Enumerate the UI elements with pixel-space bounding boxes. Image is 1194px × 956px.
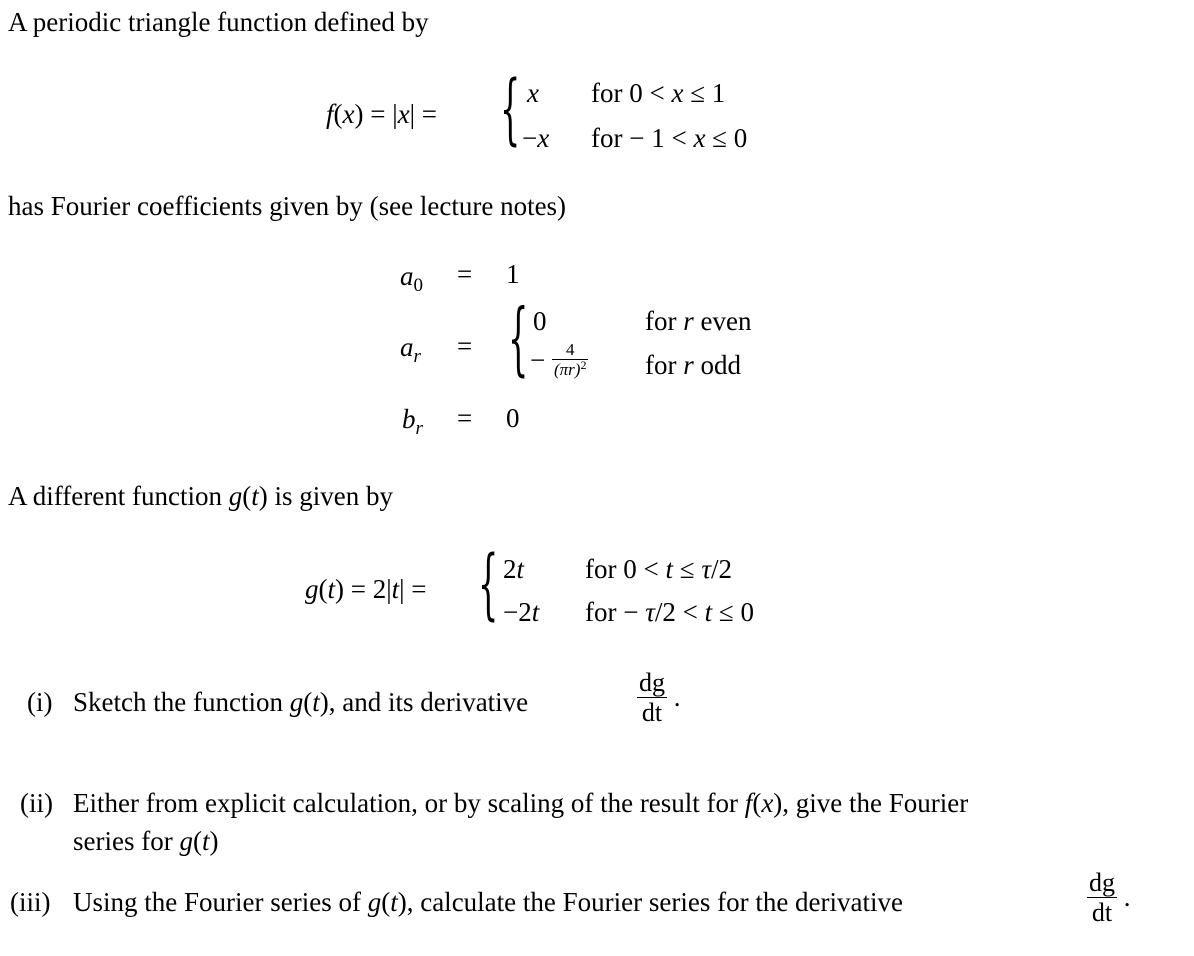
q1-end-period: . <box>673 682 681 712</box>
q2-label: (ii) <box>20 788 53 818</box>
eq-f-fname: f <box>326 99 334 129</box>
q2-line1-prefix: Either from explicit calculation, or by scaling of the result for <box>73 788 739 818</box>
eq-g-case1-coef: 2 <box>503 554 517 584</box>
coeff-br-equals: = <box>457 403 473 433</box>
coeff-ar-case2-den-exp: 2 <box>580 358 587 372</box>
eq-f-lhs: f(x) = |x| = <box>326 99 437 129</box>
eq-g-brace: { <box>478 537 499 629</box>
eq-g-case2-cond-suffix: ≤ 0 <box>718 597 754 627</box>
eq-g-case1-cond-suffix: /2 <box>710 554 732 584</box>
coeff-ar-case2-denominator <box>552 359 588 381</box>
coeff-ar-equals: = <box>457 331 473 361</box>
coeff-a0-value: 1 <box>506 259 520 289</box>
eq-f-case1-cond-suffix: ≤ 1 <box>690 78 726 108</box>
eq-f-case2-cond-suffix: ≤ 0 <box>712 123 748 153</box>
eq-f-case2-var: x <box>537 123 550 153</box>
q1-label: (i) <box>27 687 53 717</box>
g-intro-fname: g <box>228 481 243 511</box>
g-intro-text: A different function g(t) is given by <box>8 481 393 511</box>
coeff-ar-case2-cond-suffix: odd <box>700 350 741 380</box>
coeff-ar-case2-den-base: (πr) <box>553 360 581 379</box>
eq-f-brace: { <box>500 62 521 154</box>
q2-line2-prefix: series for <box>73 826 173 856</box>
coeff-ar-case2-minus: − <box>530 345 546 375</box>
coeff-ar-symbol <box>400 332 421 367</box>
eq-g-case1-var: t <box>516 554 525 584</box>
q2-line1: Either from explicit calculation, or by scaling of the result for f(x), give the Fourier <box>73 788 969 818</box>
eq-f-case1-expr: x <box>527 78 539 108</box>
eq-g-case1-expr <box>503 556 524 583</box>
q2-line1-arg: x <box>761 788 774 818</box>
q3-text-suffix: , calculate the Fourier series for the derivative <box>406 887 904 917</box>
eq-f-abs-var: x <box>397 99 410 129</box>
coeff-br-letter: b <box>402 404 416 434</box>
eq-f-case2-expr <box>522 125 549 152</box>
eq-g-case1-cond-mid: ≤ <box>679 554 695 584</box>
coeff-br-subscript: r <box>415 418 423 439</box>
q3-text-prefix: Using the Fourier series of <box>73 887 361 917</box>
q2-line2: series for g(t) <box>73 826 219 856</box>
q3-label: (iii) <box>10 887 51 917</box>
q1-derivative <box>637 668 681 727</box>
eq-g-case1-cond-prefix: for 0 < <box>585 554 659 584</box>
eq-g-case2-cond-var: t <box>704 597 713 627</box>
q2-line1-fname: f <box>744 788 753 818</box>
intro-text: A periodic triangle function defined by <box>8 7 429 37</box>
eq-g-rhs-coef: 2 <box>372 574 387 604</box>
eq-g-fname: g <box>305 574 319 604</box>
coeff-a0-subscript: 0 <box>413 275 423 296</box>
eq-g-lhs: g(t) = 2|t| = <box>305 574 427 604</box>
q3-arg: t <box>390 887 398 917</box>
q1-text-prefix: Sketch the function <box>73 687 283 717</box>
eq-g-case1-cond <box>585 556 732 583</box>
coeff-ar-case1-value: 0 <box>533 306 547 336</box>
coeff-ar-case2-value <box>530 340 588 381</box>
q1-fname: g <box>289 687 304 717</box>
eq-g-arg: t <box>327 574 336 604</box>
q3-text: Using the Fourier series of g(t), calculate the Fourier series for the derivative <box>73 887 904 917</box>
coeff-ar-case2-fraction <box>552 340 588 381</box>
coeff-br-symbol <box>402 404 423 439</box>
q1-arg: t <box>312 687 320 717</box>
eq-f-case2-minus: − <box>522 123 538 153</box>
eq-f-arg: x <box>342 99 355 129</box>
fourier-intro-text: has Fourier coefficients given by (see lecture notes) <box>8 191 567 221</box>
coeff-ar-case1-cond-prefix: for <box>645 306 677 336</box>
eq-g-case2-cond <box>585 599 754 626</box>
coeff-a0-symbol <box>400 261 423 296</box>
coeff-ar-case1-cond-suffix: even <box>700 306 752 336</box>
coeff-ar-letter: a <box>400 332 414 362</box>
eq-f-case1-cond <box>591 80 725 107</box>
q3-derivative-denominator: dt <box>1087 897 1117 927</box>
q1-text: Sketch the function g(t), and its derivative <box>73 687 529 717</box>
q2-line2-arg: t <box>201 826 210 856</box>
eq-g-case2-var: t <box>531 597 540 627</box>
q2-line1-suffix: , give the Fourier <box>782 788 969 818</box>
g-intro-prefix: A different function <box>8 481 222 511</box>
eq-f-case2-cond-var: x <box>693 123 706 153</box>
q1-derivative-numerator: dg <box>639 668 665 697</box>
q1-text-suffix: , and its derivative <box>328 687 529 717</box>
coeff-ar-subscript: r <box>413 346 421 367</box>
eq-g-case1-cond-tau: τ <box>701 554 711 584</box>
q1-derivative-denominator: dt <box>637 697 667 727</box>
coeff-ar-brace: { <box>508 290 529 386</box>
eq-g-case2-coef: −2 <box>503 597 532 627</box>
coeff-a0-equals: = <box>457 259 473 289</box>
q2-line2-fname: g <box>179 826 193 856</box>
coeff-ar-case2-numerator: 4 <box>565 340 575 359</box>
eq-g-case2-expr <box>503 599 539 626</box>
coeff-ar-case1-cond <box>645 308 751 335</box>
coeff-ar-case2-cond-prefix: for <box>645 350 677 380</box>
q3-end-period: . <box>1123 882 1131 912</box>
eq-f-case1-cond-var: x <box>671 78 684 108</box>
eq-g-case1-cond-var: t <box>665 554 673 584</box>
coeff-a0-letter: a <box>400 261 414 291</box>
g-intro-arg: t <box>251 481 259 511</box>
q3-derivative-fraction <box>1087 868 1117 927</box>
eq-f-case1-cond-prefix: for 0 < <box>591 78 665 108</box>
eq-g-abs-var: t <box>391 574 400 604</box>
eq-g-case2-cond-prefix: for − <box>585 597 639 627</box>
q3-derivative <box>1087 868 1131 927</box>
eq-f-case2-cond <box>591 125 747 152</box>
g-intro-suffix: is given by <box>274 481 393 511</box>
eq-g-case2-cond-tau: τ <box>645 597 655 627</box>
q3-fname: g <box>367 887 382 917</box>
coeff-ar-case2-cond <box>645 352 741 379</box>
coeff-ar-case2-cond-var: r <box>683 350 694 380</box>
q1-derivative-fraction <box>637 668 667 727</box>
coeff-ar-case1-cond-var: r <box>683 306 694 336</box>
eq-g-case2-cond-mid: /2 < <box>654 597 698 627</box>
q3-derivative-numerator: dg <box>1089 868 1115 897</box>
coeff-br-value: 0 <box>506 403 520 433</box>
eq-f-case2-cond-prefix: for − 1 < <box>591 123 687 153</box>
